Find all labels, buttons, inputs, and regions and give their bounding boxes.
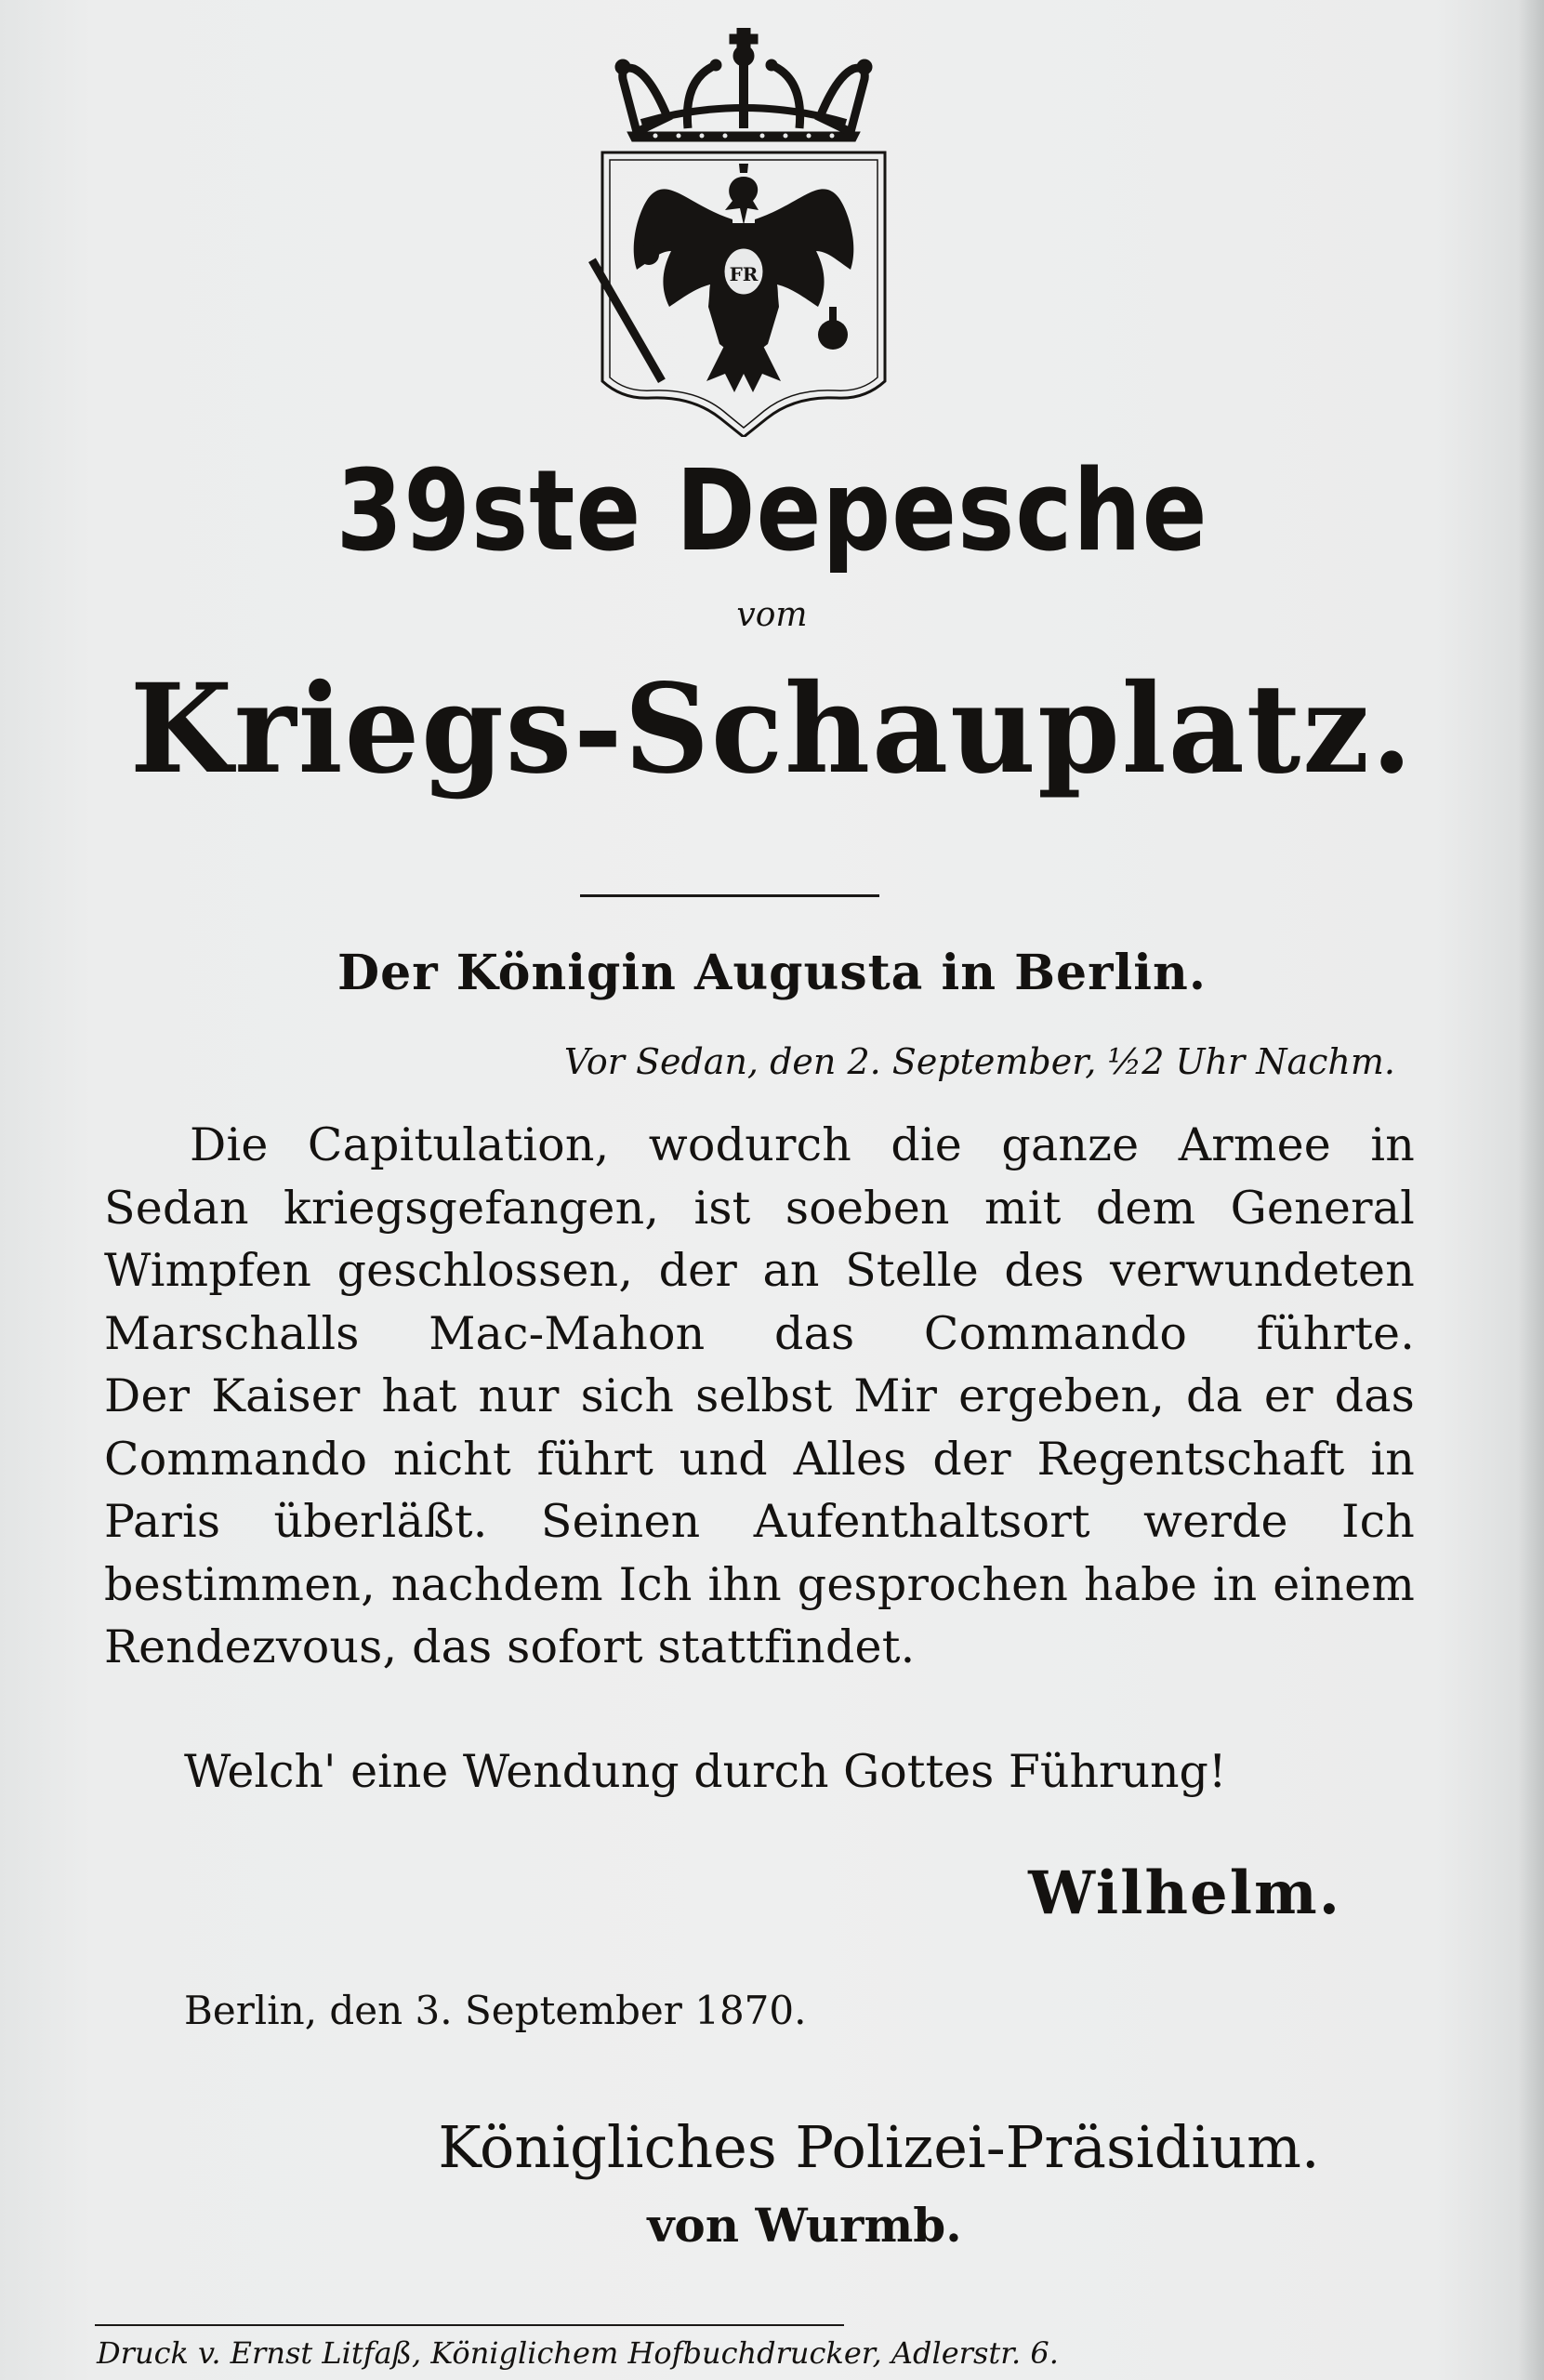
body-line: Rendezvous, das sofort stattfindet.	[104, 1620, 916, 1673]
prussian-eagle-crest-icon	[586, 28, 902, 437]
body-line: Die Capitulation, wodurch die ganze Armee in	[190, 1118, 1415, 1171]
body-line: Paris überläßt. Seinen Aufenthaltsort werde Ich	[104, 1495, 1415, 1548]
body-line: Marschalls Mac-Mahon das Commando führte.	[104, 1306, 1415, 1360]
issuing-authority: Königliches Polizei-Präsidium.	[438, 2113, 1320, 2181]
eagle-icon	[588, 164, 853, 392]
printer-imprint: Druck v. Ernst Litfaß, Königlichem Hofbuchdrucker, Adlerstr. 6.	[97, 2335, 1059, 2371]
title-connector: vom	[736, 596, 808, 634]
body-line: Commando nicht führt und Alles der Regentschaft in	[104, 1432, 1415, 1486]
issuing-officer: von Wurmb.	[647, 2198, 962, 2253]
dispatch-body	[104, 1114, 1415, 1679]
body-line: Der Kaiser hat nur sich selbst Mir ergeben, da er das	[104, 1369, 1415, 1422]
printer-divider	[95, 2324, 844, 2326]
dispatch-signature: Wilhelm.	[1028, 1858, 1341, 1928]
place-and-date: Berlin, den 3. September 1870.	[184, 1988, 807, 2033]
divider-rule	[580, 894, 879, 897]
page-subtitle: Kriegs-Schauplatz.	[129, 657, 1415, 801]
body-line: bestimmen, nachdem Ich ihn gesprochen habe in einem	[104, 1557, 1415, 1611]
page-edge-shadow	[1518, 0, 1544, 2380]
body-line: Sedan kriegsgefangen, ist soeben mit dem General	[104, 1181, 1415, 1235]
dispatch-closing: Welch' eine Wendung durch Gottes Führung!	[184, 1745, 1227, 1798]
page-title: 39ste Depesche	[336, 447, 1208, 576]
dispatch-addressee: Der Königin Augusta in Berlin.	[337, 945, 1207, 1001]
crown-icon	[615, 28, 872, 141]
body-line: Wimpfen geschlossen, der an Stelle des verwundeten	[104, 1244, 1415, 1297]
crest-cipher: FR	[729, 263, 759, 285]
dispatch-dateline: Vor Sedan, den 2. September, ½2 Uhr Nachm.	[563, 1041, 1395, 1082]
